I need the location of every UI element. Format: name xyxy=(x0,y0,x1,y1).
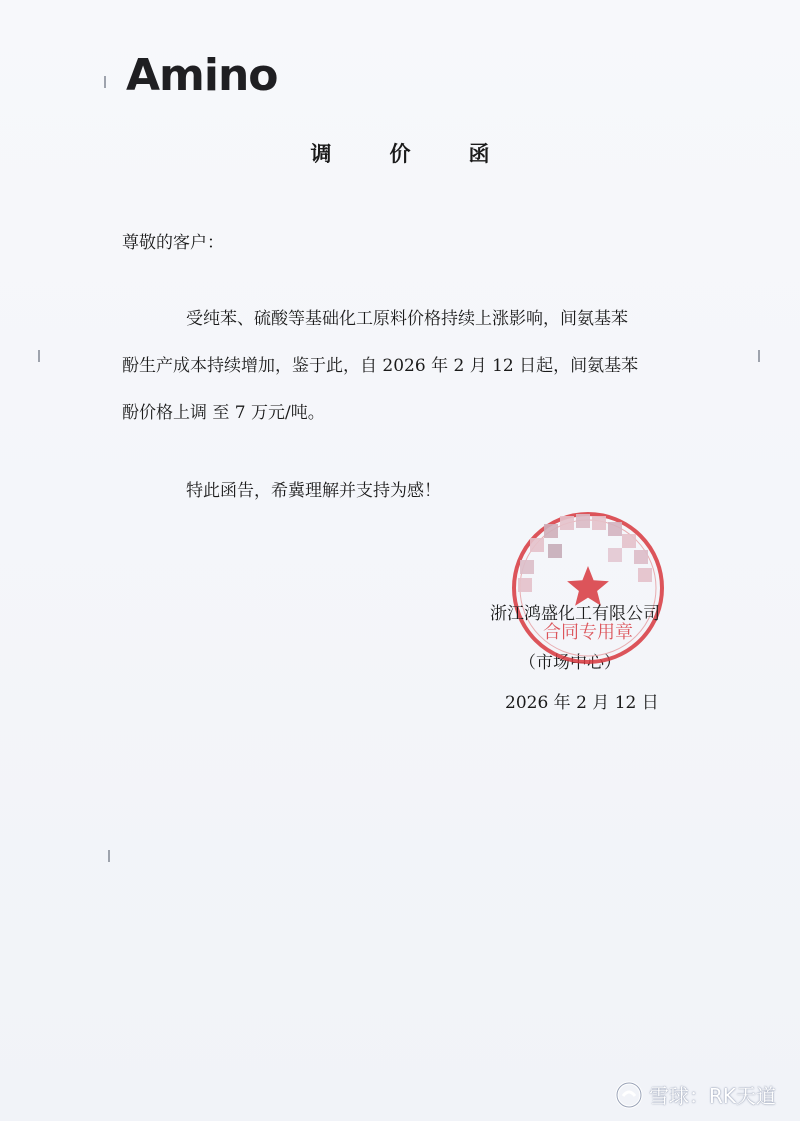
signature-company: 浙江鸿盛化工有限公司 xyxy=(490,604,660,624)
seal-text: 合同专用章 xyxy=(543,622,633,643)
watermark xyxy=(615,1080,776,1109)
closing-remark: 特此函告，希冀理解并支持为感！ xyxy=(186,481,441,501)
title-char: 调 xyxy=(310,141,332,166)
salutation: 尊敬的客户： xyxy=(122,233,224,253)
company-logo: Amino xyxy=(126,50,278,101)
snowball-logo-icon xyxy=(615,1081,643,1109)
watermark-text: 雪球：RK天道 xyxy=(648,1084,776,1108)
scan-mark xyxy=(104,76,106,88)
signature-date: 2026 年 2 月 12 日 xyxy=(505,693,659,713)
body-line: 酚生产成本持续增加，鉴于此，自 2026 年 2 月 12 日起，间氨基苯 xyxy=(122,356,639,376)
document-title xyxy=(0,138,800,168)
scan-mark xyxy=(758,350,760,362)
title-char: 函 xyxy=(468,141,490,166)
body-line: 酚价格上调 至 7 万元/吨。 xyxy=(122,403,325,423)
title-char: 价 xyxy=(389,141,411,166)
signature-department: （市场中心） xyxy=(519,653,621,673)
company-seal-icon xyxy=(508,508,668,668)
scan-mark xyxy=(108,850,110,862)
letter-body xyxy=(122,296,682,437)
scan-mark xyxy=(38,350,40,362)
body-line: 受纯苯、硫酸等基础化工原料价格持续上涨影响，间氨基苯 xyxy=(186,309,628,329)
